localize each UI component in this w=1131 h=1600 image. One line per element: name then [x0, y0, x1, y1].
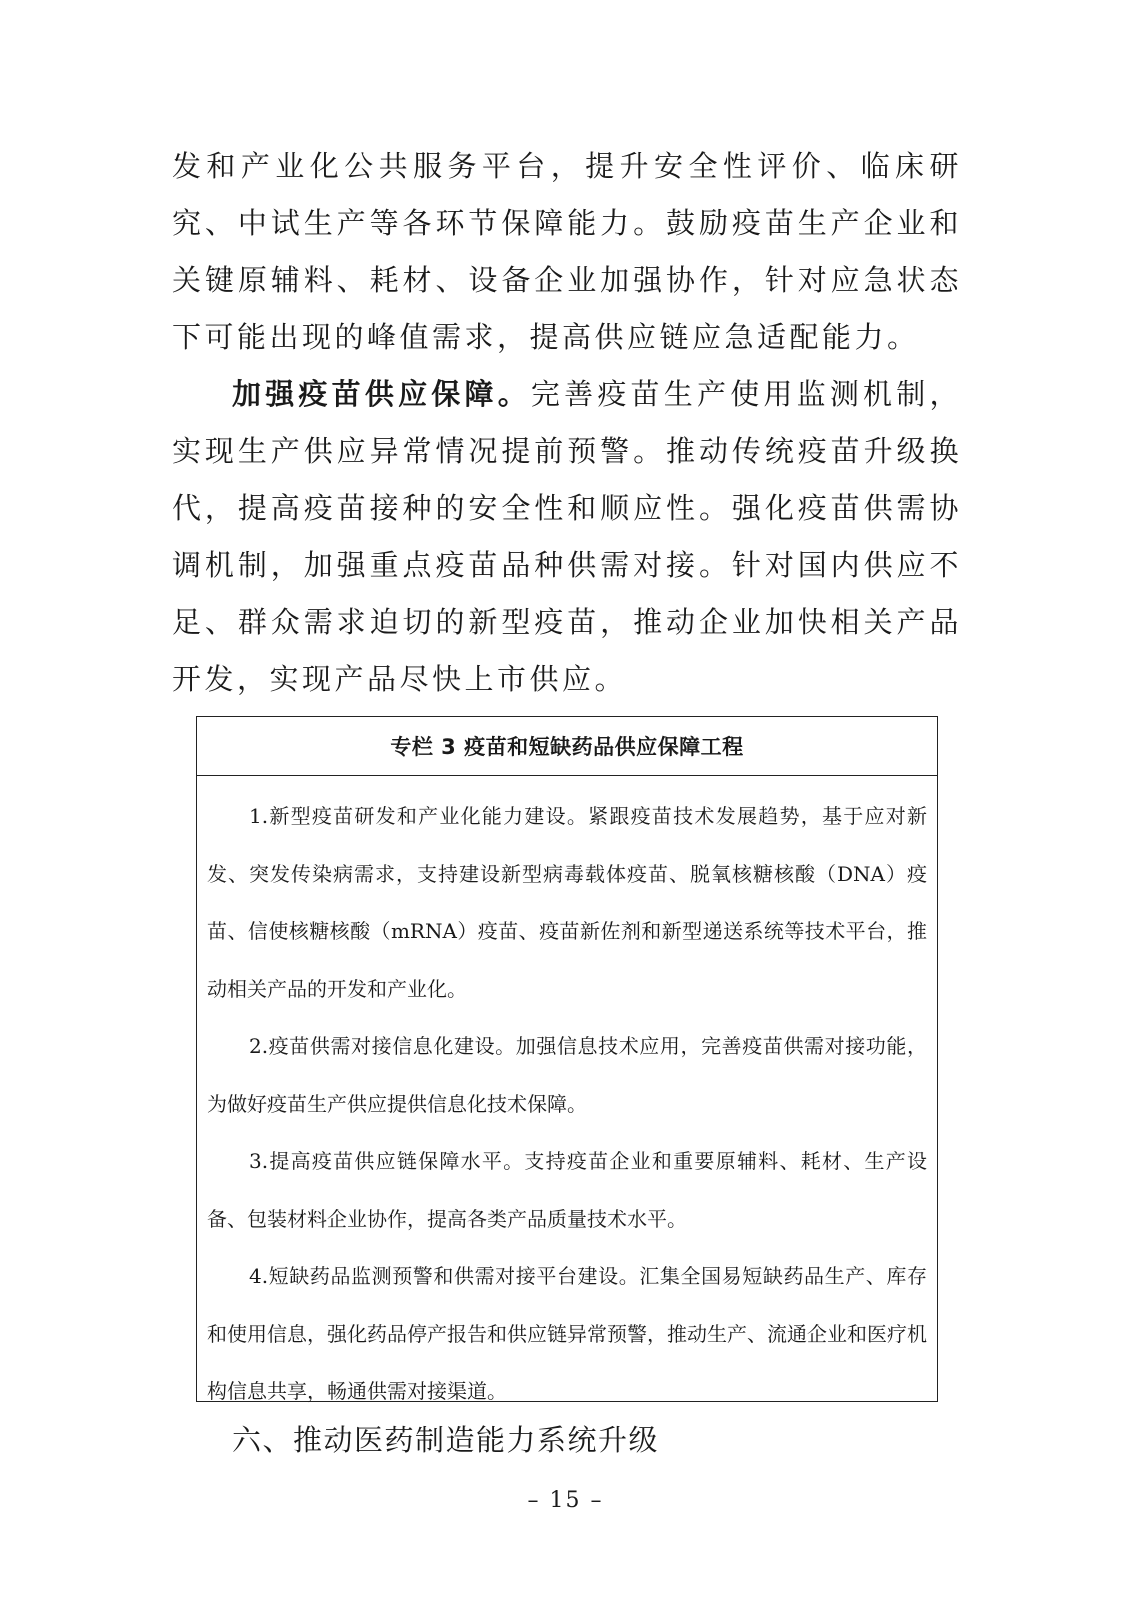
paragraph-body: 完善疫苗生产使用监测机制，实现生产供应异常情况提前预警。推动传统疫苗升级换代，提高疫苗接种的安全性和顺应性。强化疫苗供需协调机制，加强重点疫苗品种供需对接。针对国内供应不足、群众需求迫切的新型疫苗，推动企业加快相关产品开发，实现产品尽快上市供应。	[172, 377, 962, 696]
section-heading: 六、推动医药制造能力系统升级	[232, 1423, 660, 1457]
column-item-1: 1.新型疫苗研发和产业化能力建设。紧跟疫苗技术发展趋势，基于应对新发、突发传染病需求，支持建设新型病毒载体疫苗、脱氧核糖核酸（DNA）疫苗、信使核糖核酸（mRNA）疫苗、疫苗新佐剂和新型递送系统等技术平台，推动相关产品的开发和产业化。	[207, 804, 927, 1001]
column-item-2: 2.疫苗供需对接信息化建设。加强信息技术应用，完善疫苗供需对接功能，为做好疫苗生产供应提供信息化技术保障。	[207, 1034, 927, 1116]
column-box	[196, 716, 938, 1402]
page-number: – 15 –	[527, 1488, 604, 1513]
column-item-4: 4.短缺药品监测预警和供需对接平台建设。汇集全国易短缺药品生产、库存和使用信息，强化药品停产报告和供应链异常预警，推动生产、流通企业和医疗机构信息共享，畅通供需对接渠道。	[207, 1264, 927, 1403]
column-item-3: 3.提高疫苗供应链保障水平。支持疫苗企业和重要原辅料、耗材、生产设备、包装材料企业协作，提高各类产品质量技术水平。	[207, 1149, 927, 1231]
column-box-body	[197, 776, 937, 1421]
paragraph-vaccine-supply	[172, 366, 962, 708]
paragraph-continued: 发和产业化公共服务平台，提升安全性评价、临床研究、中试生产等各环节保障能力。鼓励疫苗生产企业和关键原辅料、耗材、设备企业加强协作，针对应急状态下可能出现的峰值需求，提高供应链应急适配能力。	[172, 149, 962, 354]
column-box-title: 专栏 3 疫苗和短缺药品供应保障工程	[197, 717, 937, 776]
paragraph-lead-heading: 加强疫苗供应保障。	[232, 377, 531, 411]
